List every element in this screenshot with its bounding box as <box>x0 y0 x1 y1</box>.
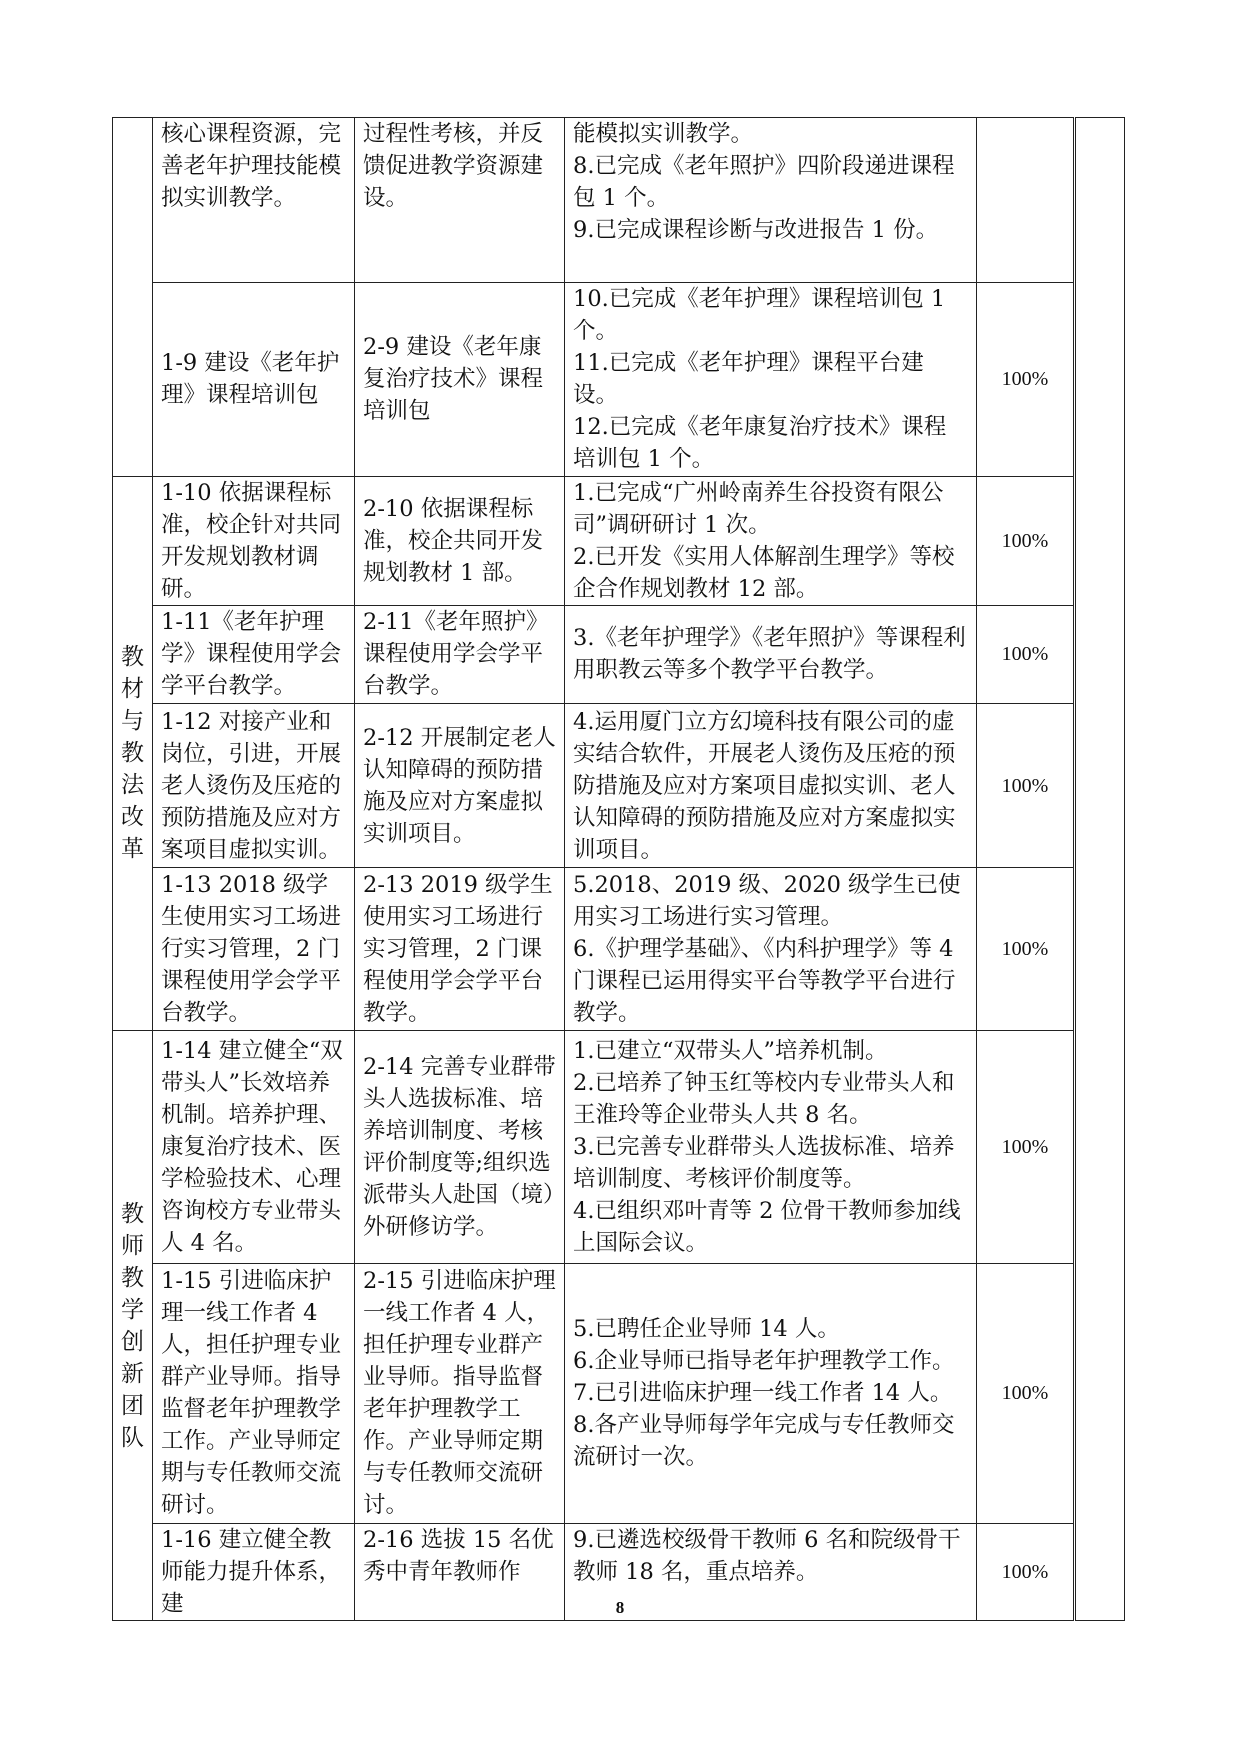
task-phase1-cell: 1-12 对接产业和岗位，引进，开展老人烫伤及压疮的预防措施及应对方案项目虚拟实训。 <box>153 703 355 868</box>
task-phase1-cell: 1-9 建设《老年护理》课程培训包 <box>153 282 355 476</box>
task-phase1-cell: 1-14 建立健全“双带头人”长效培养机制。培养护理、康复治疗技术、医学检验技术、心理咨询校方专业带头人 4 名。 <box>153 1031 355 1264</box>
result-item: 6.《护理学基础》、《内科护理学》等 4 门课程已运用得实平台等教学平台进行教学。 <box>573 936 956 1027</box>
completion-percent <box>977 118 1075 283</box>
completion-percent: 100% <box>977 1523 1075 1621</box>
result-item: 6.企业导师已指导老年护理教学工作。 <box>573 1348 955 1375</box>
task-phase1-cell: 1-13 2018 级学生使用实习工场进行实习管理，2 门课程使用学会学平台教学。 <box>153 868 355 1031</box>
result-item: 7.已引进临床护理一线工作者 14 人。 <box>573 1380 953 1407</box>
result-item: 1.已完成“广州岭南养生谷投资有限公司”调研研讨 1 次。 <box>573 479 944 538</box>
completion-percent: 100% <box>977 703 1075 868</box>
results-cell <box>565 868 977 1031</box>
result-item: 2.已开发《实用人体解剖生理学》等校企合作规划教材 12 部。 <box>573 543 955 602</box>
task-phase2-cell: 2-12 开展制定老人认知障碍的预防措施及应对方案虚拟实训项目。 <box>355 703 565 868</box>
table-row <box>113 476 1125 606</box>
task-phase1-cell: 1-15 引进临床护理一线工作者 4 人，担任护理专业群产业导师。指导监督老年护理教学工作。产业导师定期与专任教师交流研讨。 <box>153 1264 355 1523</box>
result-item: 9.已遴选校级骨干教师 6 名和院级骨干教师 18 名，重点培养。 <box>573 1526 961 1585</box>
completion-percent: 100% <box>977 1264 1075 1523</box>
results-cell <box>565 1031 977 1264</box>
table-row <box>113 606 1125 703</box>
result-item: 4.运用厦门立方幻境科技有限公司的虚实结合软件，开展老人烫伤及压疮的预防措施及应对方案项目虚拟实训、老人认知障碍的预防措施及应对方案虚拟实训项目。 <box>573 708 956 863</box>
result-item: 8.各产业导师每学年完成与专任教师交流研讨一次。 <box>573 1412 955 1471</box>
result-item: 8.已完成《老年照护》四阶段递进课程包 1 个。 <box>573 153 955 211</box>
table-row <box>113 118 1125 283</box>
results-cell <box>565 703 977 868</box>
results-cell <box>565 282 977 476</box>
results-cell <box>565 118 977 283</box>
page-number: 8 <box>615 1598 625 1617</box>
result-item: 5.已聘任企业导师 14 人。 <box>573 1316 840 1343</box>
table-row <box>113 1264 1125 1523</box>
task-phase2-cell: 2-9 建设《老年康复治疗技术》课程培训包 <box>355 282 565 476</box>
table-row <box>113 868 1125 1031</box>
result-item: 9.已完成课程诊断与改进报告 1 份。 <box>573 217 939 243</box>
table-row <box>113 1031 1125 1264</box>
task-phase2-cell: 过程性考核，并反馈促进教学资源建设。 <box>355 118 565 283</box>
category-label: 教材与教法改革 <box>121 644 144 863</box>
category-cell-empty <box>113 118 153 477</box>
results-cell <box>565 1264 977 1523</box>
task-phase1-cell: 1-10 依据课程标准，校企针对共同开发规划教材调研。 <box>153 476 355 606</box>
task-phase2-cell: 2-10 依据课程标准，校企共同开发规划教材 1 部。 <box>355 476 565 606</box>
task-phase2-cell: 2-11《老年照护》课程使用学会学平台教学。 <box>355 606 565 703</box>
completion-percent: 100% <box>977 282 1075 476</box>
category-label: 教师教学创新团队 <box>121 1200 144 1451</box>
task-phase1-cell: 核心课程资源，完善老年护理技能模拟实训教学。 <box>153 118 355 283</box>
completion-percent: 100% <box>977 868 1075 1031</box>
task-phase2-cell: 2-13 2019 级学生使用实习工场进行实习管理，2 门课程使用学会学平台教学。 <box>355 868 565 1031</box>
result-item: 3.《老年护理学》《老年照护》等课程利用职教云等多个教学平台教学。 <box>573 625 966 684</box>
results-cell <box>565 606 977 703</box>
table-row <box>113 703 1125 868</box>
result-item: 2.已培养了钟玉红等校内专业带头人和王淮玲等企业带头人共 8 名。 <box>573 1070 955 1129</box>
category-jiaoshi <box>113 1031 153 1621</box>
result-item: 3.已完善专业群带头人选拔标准、培养培训制度、考核评价制度等。 <box>573 1134 955 1193</box>
completion-percent: 100% <box>977 606 1075 703</box>
result-item: 5.2018、2019 级、2020 级学生已使用实习工场进行实习管理。 <box>573 872 961 931</box>
result-item: 12.已完成《老年康复治疗技术》课程培训包 1 个。 <box>573 414 947 473</box>
progress-table <box>112 117 1125 1621</box>
results-cell <box>565 476 977 606</box>
task-phase1-cell: 1-16 建立健全教师能力提升体系，建 <box>153 1523 355 1621</box>
task-phase2-cell: 2-15 引进临床护理一线工作者 4 人，担任护理专业群产业导师。指导监督老年护理教学工作。产业导师定期与专任教师交流研讨。 <box>355 1264 565 1523</box>
result-item: 11.已完成《老年护理》课程平台建设。 <box>573 350 924 409</box>
result-item: 10.已完成《老年护理》课程培训包 1 个。 <box>573 286 946 345</box>
result-item: 能模拟实训教学。 <box>573 121 754 147</box>
task-phase1-cell: 1-11《老年护理学》课程使用学会学平台教学。 <box>153 606 355 703</box>
category-jiaocai <box>113 476 153 1031</box>
table-row <box>113 282 1125 476</box>
result-item: 1.已建立“双带头人”培养机制。 <box>573 1038 888 1065</box>
task-phase2-cell: 2-14 完善专业群带头人选拔标准、培养培训制度、考核评价制度等;组织选派带头人赴国（境）外研修访学。 <box>355 1031 565 1264</box>
right-margin-column <box>1075 118 1125 1621</box>
task-phase2-cell: 2-16 选拔 15 名优秀中青年教师作 <box>355 1523 565 1621</box>
result-item: 4.已组织邓叶青等 2 位骨干教师参加线上国际会议。 <box>573 1198 961 1257</box>
completion-percent: 100% <box>977 476 1075 606</box>
completion-percent: 100% <box>977 1031 1075 1264</box>
